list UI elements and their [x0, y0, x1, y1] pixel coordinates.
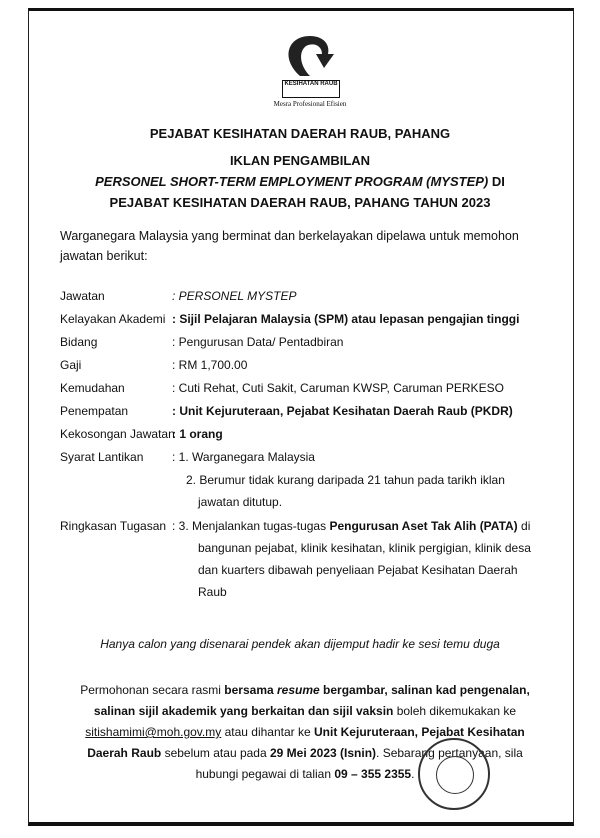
text: . [411, 767, 415, 781]
heading-line3: PEJABAT KESIHATAN DAERAH RAUB, PAHANG TAHUN 2023 [109, 195, 491, 210]
crest-icon [436, 756, 474, 794]
phone-number: 09 – 355 2355 [334, 767, 412, 781]
detail-label: Bidang [60, 335, 98, 349]
text: bergambar, salinan kad pengenalan, salinan sijil akademik yang berkaitan dan sijil vaksin [93, 683, 530, 718]
heading-line1: IKLAN PENGAMBILAN [229, 153, 371, 168]
detail-label: Kemudahan [60, 381, 125, 395]
text: . Sebarang pertanyaan, sila hubungi pegawai di talian [195, 746, 523, 781]
detail-value: : RM 1,700.00 [172, 358, 248, 372]
official-stamp [418, 738, 490, 810]
detail-value: : Pengurusan Data/ Pentadbiran [172, 335, 344, 349]
detail-value: : Unit Kejuruteraan, Pejabat Kesihatan Daerah Raub (PKDR) [172, 404, 513, 418]
ringkasan-label: Ringkasan Tugasan [60, 519, 167, 533]
detail-label: Syarat Lantikan [60, 450, 144, 464]
ringkasan-line3: dan kuarters dibawah penyeliaan Pejabat Kesihatan Daerah [198, 563, 518, 577]
detail-value: : Cuti Rehat, Cuti Sakit, Caruman KWSP, Caruman PERKESO [172, 381, 504, 395]
detail-label: Penempatan [60, 404, 129, 418]
heading-line2 [40, 174, 560, 189]
office-title: PEJABAT KESIHATAN DAERAH RAUB, PAHANG [149, 126, 451, 141]
text: Permohonan secara rasmi [80, 683, 225, 697]
logo-tagline: Mesra Profesional Efisien [273, 100, 347, 108]
detail-value: : Sijil Pelajaran Malaysia (SPM) atau lepasan pengajian tinggi [172, 312, 520, 326]
ringkasan-line1 [172, 519, 552, 533]
text: Pengurusan Aset Tak Alih (PATA) [329, 519, 518, 533]
syarat-2-cont: jawatan ditutup. [198, 495, 283, 509]
text: bersama [224, 683, 277, 697]
program-name: PERSONEL SHORT-TERM EMPLOYMENT PROGRAM (MYSTEP) [95, 174, 489, 189]
heading-di: DI [488, 174, 505, 189]
deadline: 29 Mei 2023 (Isnin) [269, 746, 377, 760]
text: boleh dikemukakan ke [393, 704, 517, 718]
logo [270, 28, 350, 118]
detail-label: Kekosongan Jawatan [60, 427, 175, 441]
detail-label: Gaji [60, 358, 82, 372]
intro-text: Warganegara Malaysia yang berminat dan berkelayakan dipelawa untuk memohon jawatan berikut: [60, 229, 519, 263]
ringkasan-line2: bangunan pejabat, klinik kesihatan, klinik pergigian, klinik desa [198, 541, 531, 555]
detail-value: : 1 orang [172, 427, 223, 441]
text: : 3. Menjalankan tugas-tugas [172, 519, 330, 533]
logo-label: KESIHATAN RAUB [282, 80, 340, 98]
detail-label: Kelayakan Akademi [60, 312, 166, 326]
text: resume [277, 683, 320, 697]
syarat-2: 2. Berumur tidak kurang daripada 21 tahun pada tarikh iklan [186, 473, 505, 487]
ringkasan-line4: Raub [198, 585, 227, 599]
logo-emblem-icon [270, 28, 350, 80]
text: atau dihantar ke [221, 725, 314, 739]
detail-value: : PERSONEL MYSTEP [172, 289, 297, 303]
shortlist-note: Hanya calon yang disenarai pendek akan dijemput hadir ke sesi temu duga [100, 637, 500, 651]
detail-label: Jawatan [60, 289, 105, 303]
detail-value: : 1. Warganegara Malaysia [172, 450, 315, 464]
text: Unit Kejuruteraan, Pejabat Kesihatan Daerah Raub [87, 725, 525, 760]
email-link[interactable]: sitishamimi@moh.gov.my [85, 725, 222, 739]
text: sebelum atau pada [161, 746, 270, 760]
text: di [517, 519, 531, 533]
